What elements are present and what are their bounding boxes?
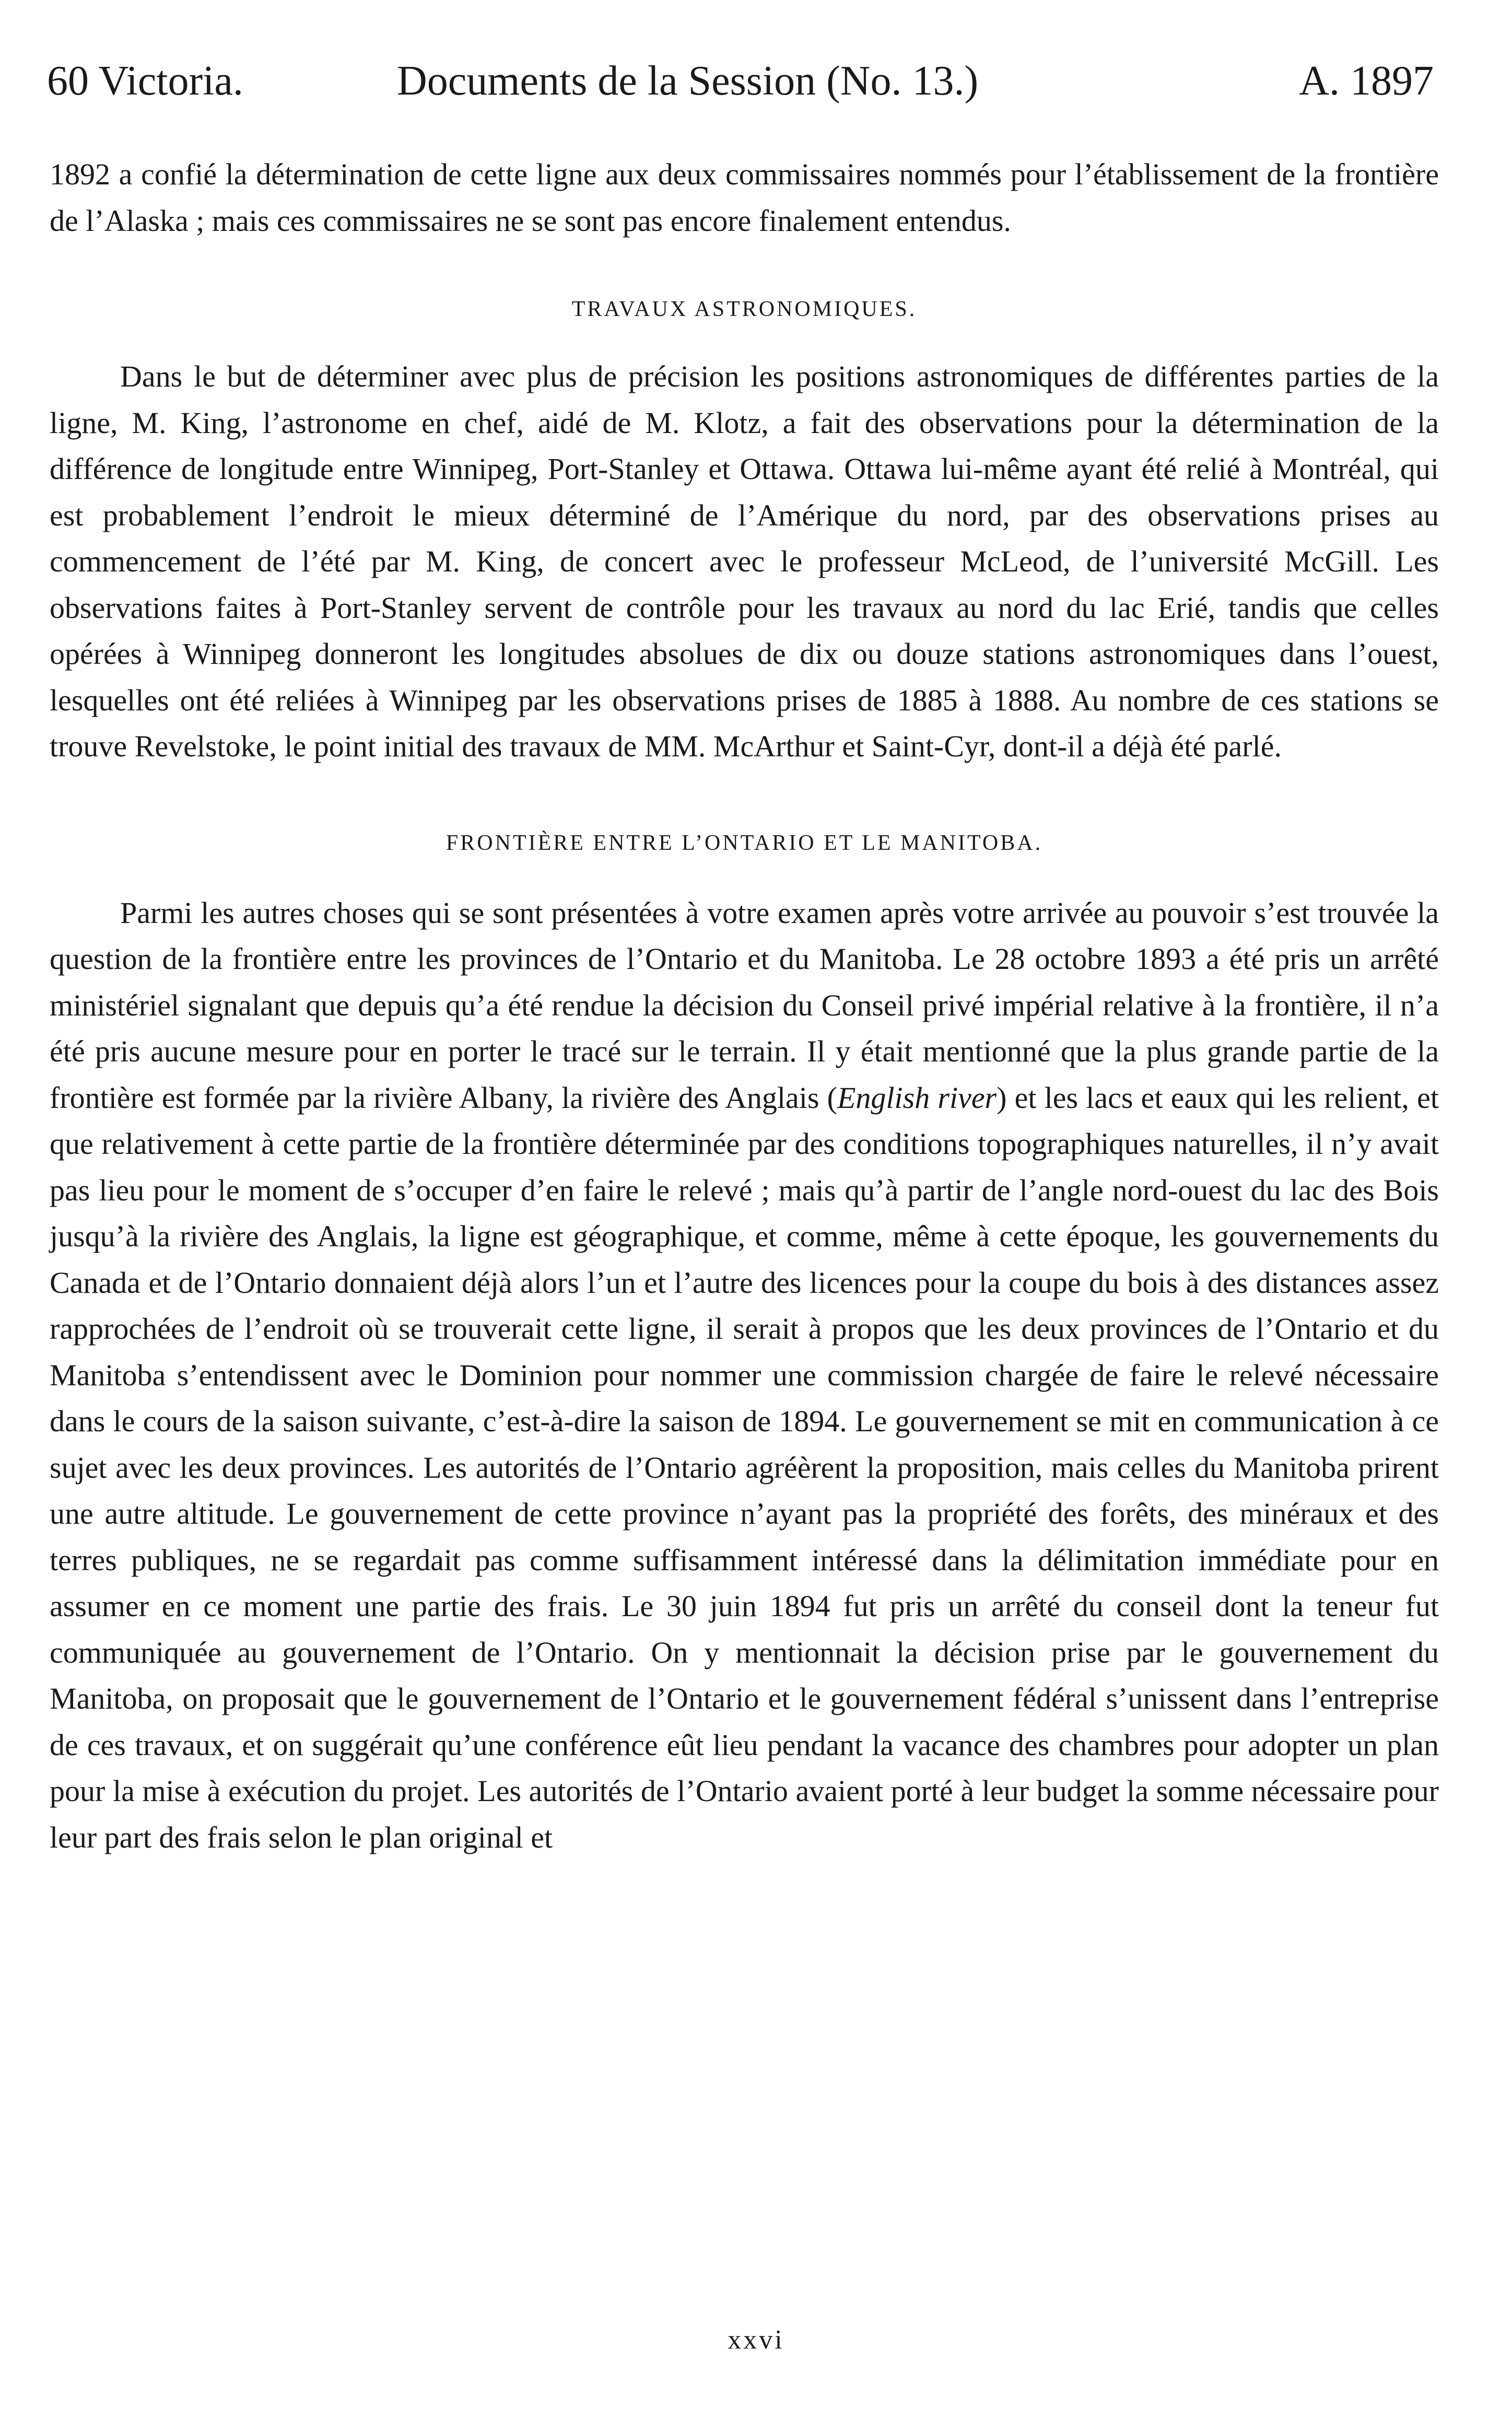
english-river-italic: English river [837,1080,997,1115]
section-heading-astronomical-work: TRAVAUX ASTRONOMIQUES. [571,297,917,321]
paragraph-astronomical-work: Dans le but de déterminer avec plus de précision les positions astronomiques de différentes parties de la ligne, M. King, l’astronome en chef, aidé de M. Klotz, a fait des observations pour la détermination de la différence de longitude entre Winnipeg, Port-Stanley et Ottawa. Ottawa lui-même ayant été relié à Montréal, qui est probablement l’endroit le mieux déterminé de l’Amérique du nord, par des observations prises au commencement de l’été par M. King, de concert avec le professeur McLeod, de l’université McGill. Les observations faites à Port-Stanley servent de contrôle pour les travaux au nord du lac Erié, tandis que celles opérées à Winnipeg donneront les longitudes absolues de dix ou douze stations astronomiques dans l’ouest, lesquelles ont été reliées à Winnipeg par les observations prises de 1885 à 1888. Au nombre de ces stations se trouve Revelstoke, le point initial des travaux de MM. McArthur et Saint-Cyr, dont-il a déjà été parlé. [50,359,1439,763]
header-regnal-year: 60 Victoria. [47,58,243,104]
spacer [50,859,1439,890]
continued-paragraph: 1892 a confié la détermination de cette ligne aux deux commissaires nommés pour l’établissement de la frontière de l’Alaska ; mais ces commissaires ne se sont pas encore finalement entendus. [50,157,1439,238]
paragraph-ontario-manitoba-boundary [50,890,1439,1861]
paragraph-text-part-b: ) et les lacs et eaux qui les relient, et que relativement à cette partie de la frontière déterminée par des conditions topographiques naturelles, il n’y avait pas lieu pour le moment de s’occuper d’en faire le relevé ; mais qu’à partir de l’angle nord-ouest du lac des Bois jusqu’à la rivière des Anglais, la ligne est géographique, et comme, même à cette époque, les gouvernements du Canada et de l’Ontario donnaient déjà alors l’un et l’autre des licences pour la coupe du bois à des distances assez rapprochées de l’endroit où se trouverait cette ligne, il serait à propos que les deux provinces de l’Ontario et du Manitoba s’entendissent avec le Dominion pour nommer une commission chargée de faire le relevé nécessaire dans le cours de la saison suivante, c’est-à-dire la saison de 1894. Le gouvernement se mit en communication à ce sujet avec les deux provinces. Les autorités de l’Ontario agréèrent la proposition, mais celles du Manitoba prirent une autre altitude. Le gouvernement de cette province n’ayant pas la propriété des forêts, des minéraux et des terres publiques, ne se regardait pas comme suffisamment intéressé dans la délimitation immédiate pour en assumer en ce moment une partie des frais. Le 30 juin 1894 fut pris un arrêté du conseil dont la teneur fut communiquée au gouvernement de l’Ontario. On y mentionnait la décision prise par le gouvernement du Manitoba, on proposait que le gouvernement de l’Ontario et le gouvernement fédéral s’unissent dans l’entreprise de ces travaux, et on suggérait qu’une conférence eût lieu pendant la vacance des chambres pour adopter un plan pour la mise à exécution du projet. Les autorités de l’Ontario avaient porté à leur budget la somme nécessaire pour leur part des frais selon le plan original et [50,1080,1439,1854]
spacer [50,244,1439,294]
page-number: xxvi [728,2325,784,2355]
section-heading-ontario-manitoba-boundary: FRONTIÈRE ENTRE L’ONTARIO ET LE MANITOBA. [446,831,1043,855]
header-year: A. 1897 [1299,58,1434,104]
paragraph-text-part-a: Parmi les autres choses qui se sont présentées à votre examen après votre arrivée au pouvoir s’est trouvée la question de la frontière entre les provinces de l’Ontario et du Manitoba. Le 28 octobre 1893 a été pris un arrêté ministériel signalant que depuis qu’a été rendue la décision du Conseil privé impérial relative à la frontière, il n’a été pris aucune mesure pour en porter le tracé sur le terrain. Il y était mentionné que la plus grande partie de la frontière est formée par la rivière Albany, la rivière des Anglais ( [50,895,1439,1115]
spacer [50,770,1439,827]
header-document-title: Documents de la Session (No. 13.) [397,58,979,104]
spacer [50,325,1439,354]
body-text [50,151,1439,1861]
running-header [47,55,1434,107]
